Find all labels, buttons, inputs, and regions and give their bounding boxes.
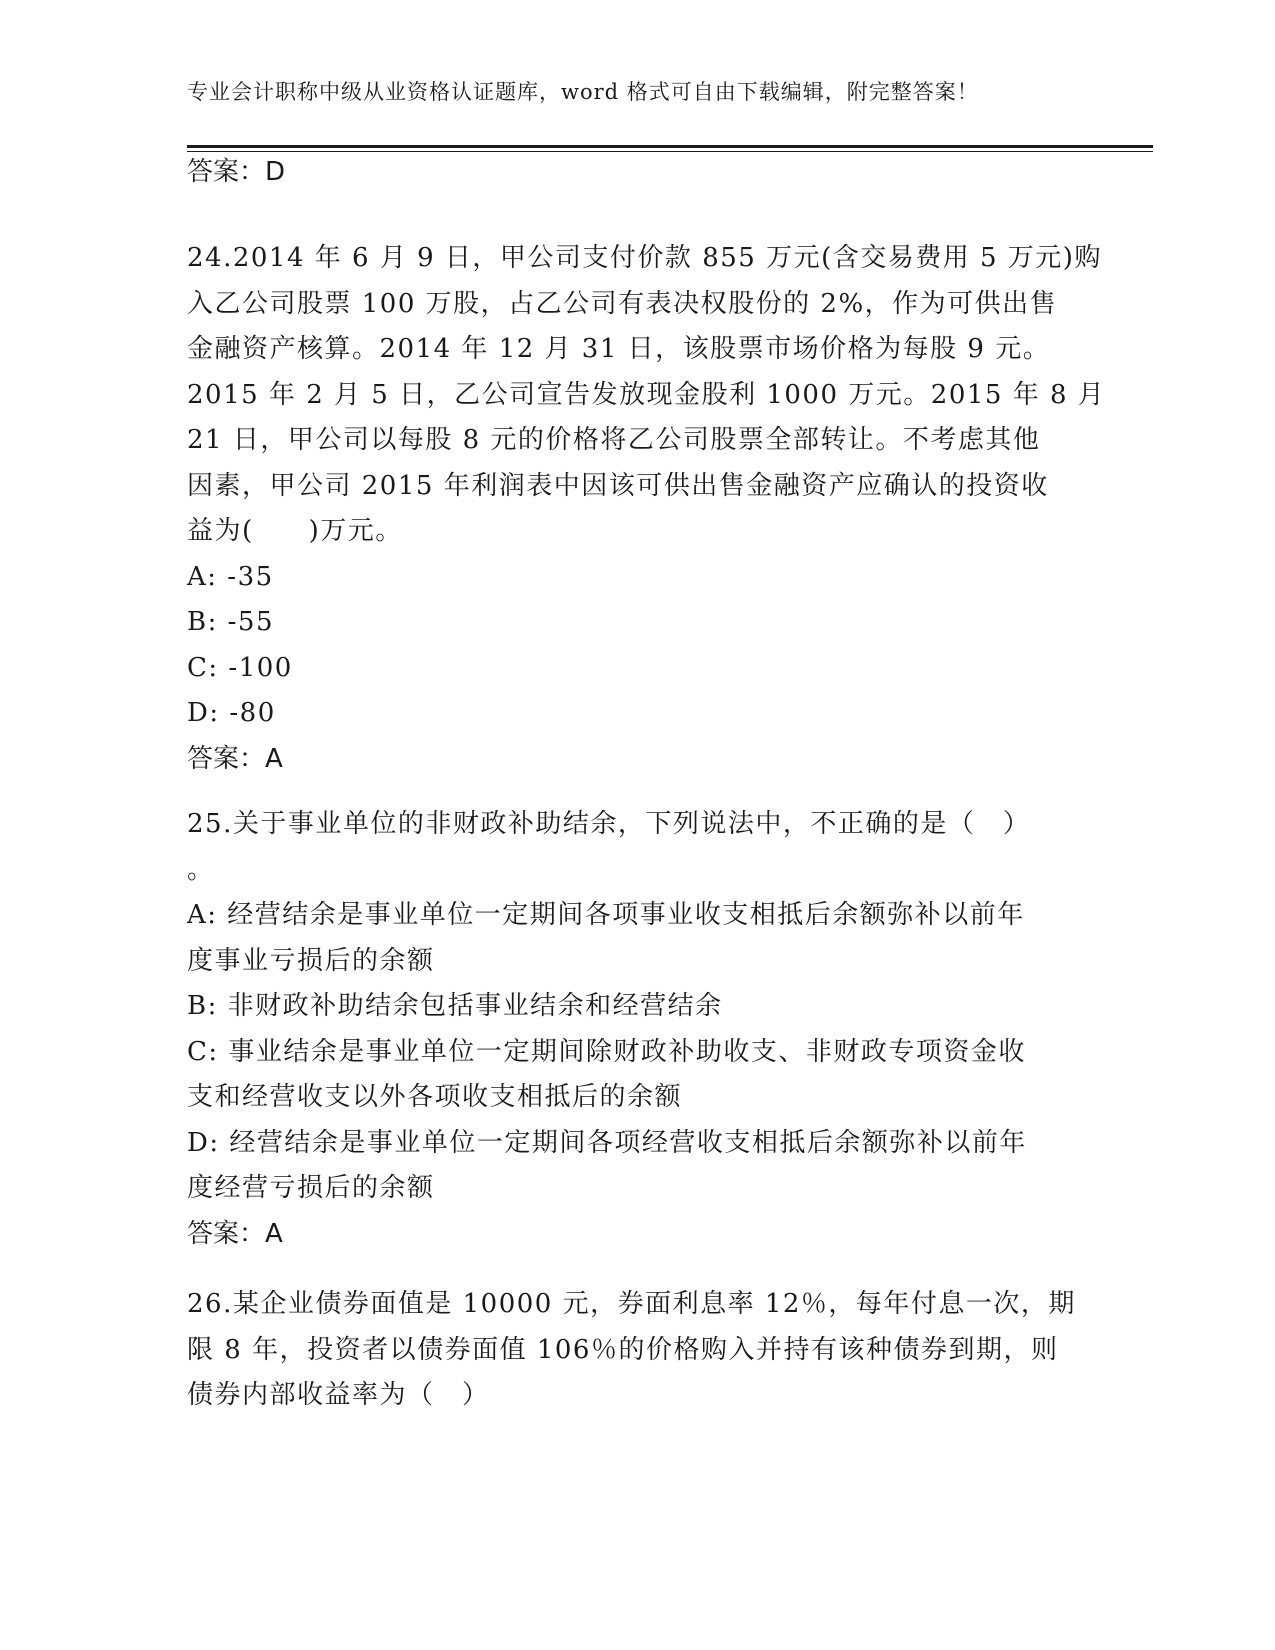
q25-option-line: 度事业亏损后的余额: [187, 945, 435, 976]
q24-option-d: D: -80: [187, 698, 276, 728]
q25-option-line: A: 经营结余是事业单位一定期间各项事业收支相抵后余额弥补以前年: [187, 900, 1025, 930]
q25-option-line: 度经营亏损后的余额: [187, 1173, 435, 1203]
q26-stem-line: 26.某企业债券面值是 10000 元，券面利息率 12％，每年付息一次，期: [187, 1289, 1076, 1319]
q25-answer: 答案：A: [187, 1218, 283, 1249]
q24-stem-line: 金融资产核算。2014 年 12 月 31 日，该股票市场价格为每股 9 元。: [187, 334, 1051, 364]
q24-stem-line: 24.2014 年 6 月 9 日，甲公司支付价款 855 万元(含交易费用 5 万元)购: [187, 243, 1102, 273]
q24-stem-line: 2015 年 2 月 5 日，乙公司宣告发放现金股利 1000 万元。2015 年 8 月: [187, 379, 1106, 410]
q25-option-line: 支和经营收支以外各项收支相抵后的余额: [187, 1082, 683, 1112]
q25-option-line: C: 事业结余是事业单位一定期间除财政补助收支、非财政专项资金收: [187, 1036, 1026, 1067]
question-26: [187, 1282, 1087, 1419]
prev-answer-block: [187, 150, 1087, 196]
prev-answer: 答案：D: [187, 157, 286, 187]
q24-option-b: B: -55: [187, 607, 274, 637]
question-25: [187, 802, 1087, 1257]
q25-stem-line: 。: [187, 854, 215, 885]
q24-option-a: A: -35: [187, 561, 274, 592]
q24-stem-line: 因素，甲公司 2015 年利润表中因该可供出售金融资产应确认的投资收: [187, 470, 1049, 501]
question-24: [187, 236, 1106, 782]
header-rule-thick: [187, 145, 1153, 148]
q25-stem-line: 25.关于事业单位的非财政补助结余，下列说法中，不正确的是（ ）: [187, 809, 1031, 839]
q24-answer: 答案：A: [187, 743, 283, 774]
q24-stem-line: 入乙公司股票 100 万股，占乙公司有表决权股份的 2%，作为可供出售: [187, 288, 1058, 319]
q26-stem-line: 债券内部收益率为（ ）: [187, 1380, 490, 1410]
q26-stem-line: 限 8 年，投资者以债券面值 106％的价格购入并持有该种债券到期，则: [187, 1334, 1059, 1365]
q25-option-line: B: 非财政补助结余包括事业结余和经营结余: [187, 991, 723, 1021]
q24-stem-line: 益为( )万元。: [187, 516, 403, 546]
q24-stem-line: 21 日，甲公司以每股 8 元的价格将乙公司股票全部转让。不考虑其他: [187, 425, 1041, 455]
page-header: 专业会计职称中级从业资格认证题库，word 格式可自由下载编辑，附完整答案！: [187, 80, 979, 104]
q25-option-line: D: 经营结余是事业单位一定期间各项经营收支相抵后余额弥补以前年: [187, 1127, 1027, 1158]
q24-option-c: C: -100: [187, 652, 293, 683]
